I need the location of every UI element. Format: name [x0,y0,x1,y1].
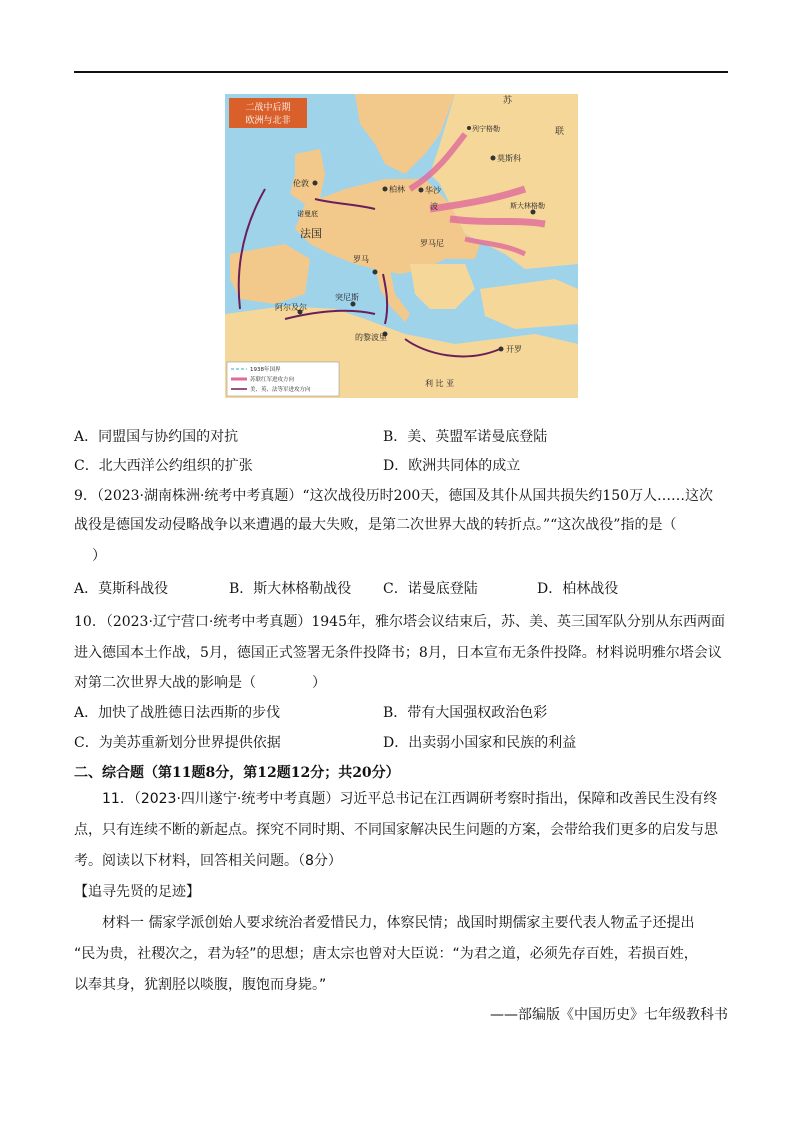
leningrad-dot [467,126,471,130]
label-tunis: 突尼斯 [335,293,359,302]
label-moscow: 莫斯科 [497,154,521,163]
material1-line3: 以奉其身，犹割胫以啖腹，腹饱而身毙。” [74,977,327,993]
header-rule [74,71,728,73]
britain-land [290,149,325,204]
q10-stem-line1: 10．（2023·辽宁营口·统考中考真题）1945年，雅尔塔会议结束后，苏、美、英三国军队分别从东西两面 [74,614,725,630]
q9-option-b: B．斯大林格勒战役 [229,581,352,597]
label-rome: 罗马 [353,255,369,264]
q9-option-a: A．莫斯科战役 [74,581,169,597]
legend-soviet-label: 苏联红军进攻方向 [250,377,295,383]
cairo-dot [499,347,504,352]
q11-stem-line2: 点，只有连续不断的新起点。探究不同时期、不同国家解决民生问题的方案，会带给我们更多的启发与思 [74,822,718,838]
q8-option-a: A．同盟国与协约国的对抗 [74,429,239,445]
label-london: 伦敦 [293,179,309,188]
moscow-dot [491,156,496,161]
berlin-dot [383,187,388,192]
q8-option-c: C．北大西洋公约组织的扩张 [74,458,253,474]
label-cairo: 开罗 [506,345,522,354]
label-leningrad: 列宁格勒 [472,125,500,133]
q10-option-d: D．出卖弱小国家和民族的利益 [383,735,577,751]
rome-dot [373,270,378,275]
legend-allied-label: 美、英、法等军进攻方向 [250,387,311,393]
label-tripoli: 的黎波里 [355,333,387,342]
material1-line1: 材料一 儒家学派创始人要求统治者爱惜民力，体察民情；战国时期儒家主要代表人物孟子还提出 [102,915,695,931]
material1-source: ——部编版《中国历史》七年级教科书 [490,1007,728,1023]
map-title-line1: 二战中后期 [245,103,291,113]
q10-stem-line3: 对第二次世界大战的影响是（ ） [74,675,326,691]
label-france: 法国 [300,227,322,240]
label-libya: 利 比 亚 [425,379,455,388]
tunis-dot [351,302,356,307]
q10-option-c: C．为美苏重新划分世界提供依据 [74,735,281,751]
label-warsaw: 华沙 [425,186,441,195]
q11-stem-line3: 考。阅读以下材料，回答相关问题。（8分） [74,853,342,869]
q10-stem-line2: 进入德国本土作战，5月，德国正式签署无条件投降书；8月，日本宣布无条件投降。材料说明雅尔塔会议 [74,645,722,661]
label-lian: 联 [555,127,565,137]
q9-option-d: D．柏林战役 [537,581,619,597]
label-berlin: 柏林 [389,185,405,194]
soviet-arrow-3 [450,219,545,224]
label-stalingrad: 斯大林格勒 [510,202,545,210]
legend-border-label: 1938年国界 [250,367,281,373]
label-normandy: 诺曼底 [297,210,318,218]
map-title-line2: 欧洲与北非 [245,116,291,126]
q11-stem-line1: 11．（2023·四川遂宁·统考中考真题）习近平总书记在江西调研考察时指出，保障和改善民生没有终 [102,791,718,807]
q9-option-c: C．诺曼底登陆 [383,581,478,597]
q9-stem-line3: ） [92,548,106,564]
section-2-title: 二、综合题（第11题8分，第12题12分；共20分） [74,765,400,781]
stalingrad-dot [531,210,536,215]
ww2-europe-north-africa-map [225,94,578,398]
label-algeria: 阿尔及尔 [275,303,307,312]
q8-option-d: D．欧洲共同体的成立 [383,458,521,474]
q10-option-a: A．加快了战胜德日法西斯的步伐 [74,705,281,721]
q9-stem-line1: 9．（2023·湖南株洲·统考中考真题）“这次战役历时200天，德国及其仆从国共损失约150万人……这次 [74,488,714,504]
label-romania: 罗马尼 [420,239,444,248]
warsaw-dot [419,188,424,193]
q11-subhead: 【追寻先贤的足迹】 [74,884,200,900]
material1-line2: “民为贵，社稷次之，君为轻”的思想；唐太宗也曾对大臣说：“为君之道，必须先存百姓，若损百姓， [74,946,698,962]
label-poland: 波 [430,202,438,211]
label-su: 苏 [503,96,513,106]
london-dot [313,181,318,186]
q8-option-b: B．美、英盟军诺曼底登陆 [383,429,548,445]
q10-option-b: B．带有大国强权政治色彩 [383,705,548,721]
q9-stem-line2: 战役是德国发动侵略战争以来遭遇的最大失败，是第二次世界大战的转折点。”“这次战役”指的是（ [74,517,677,533]
